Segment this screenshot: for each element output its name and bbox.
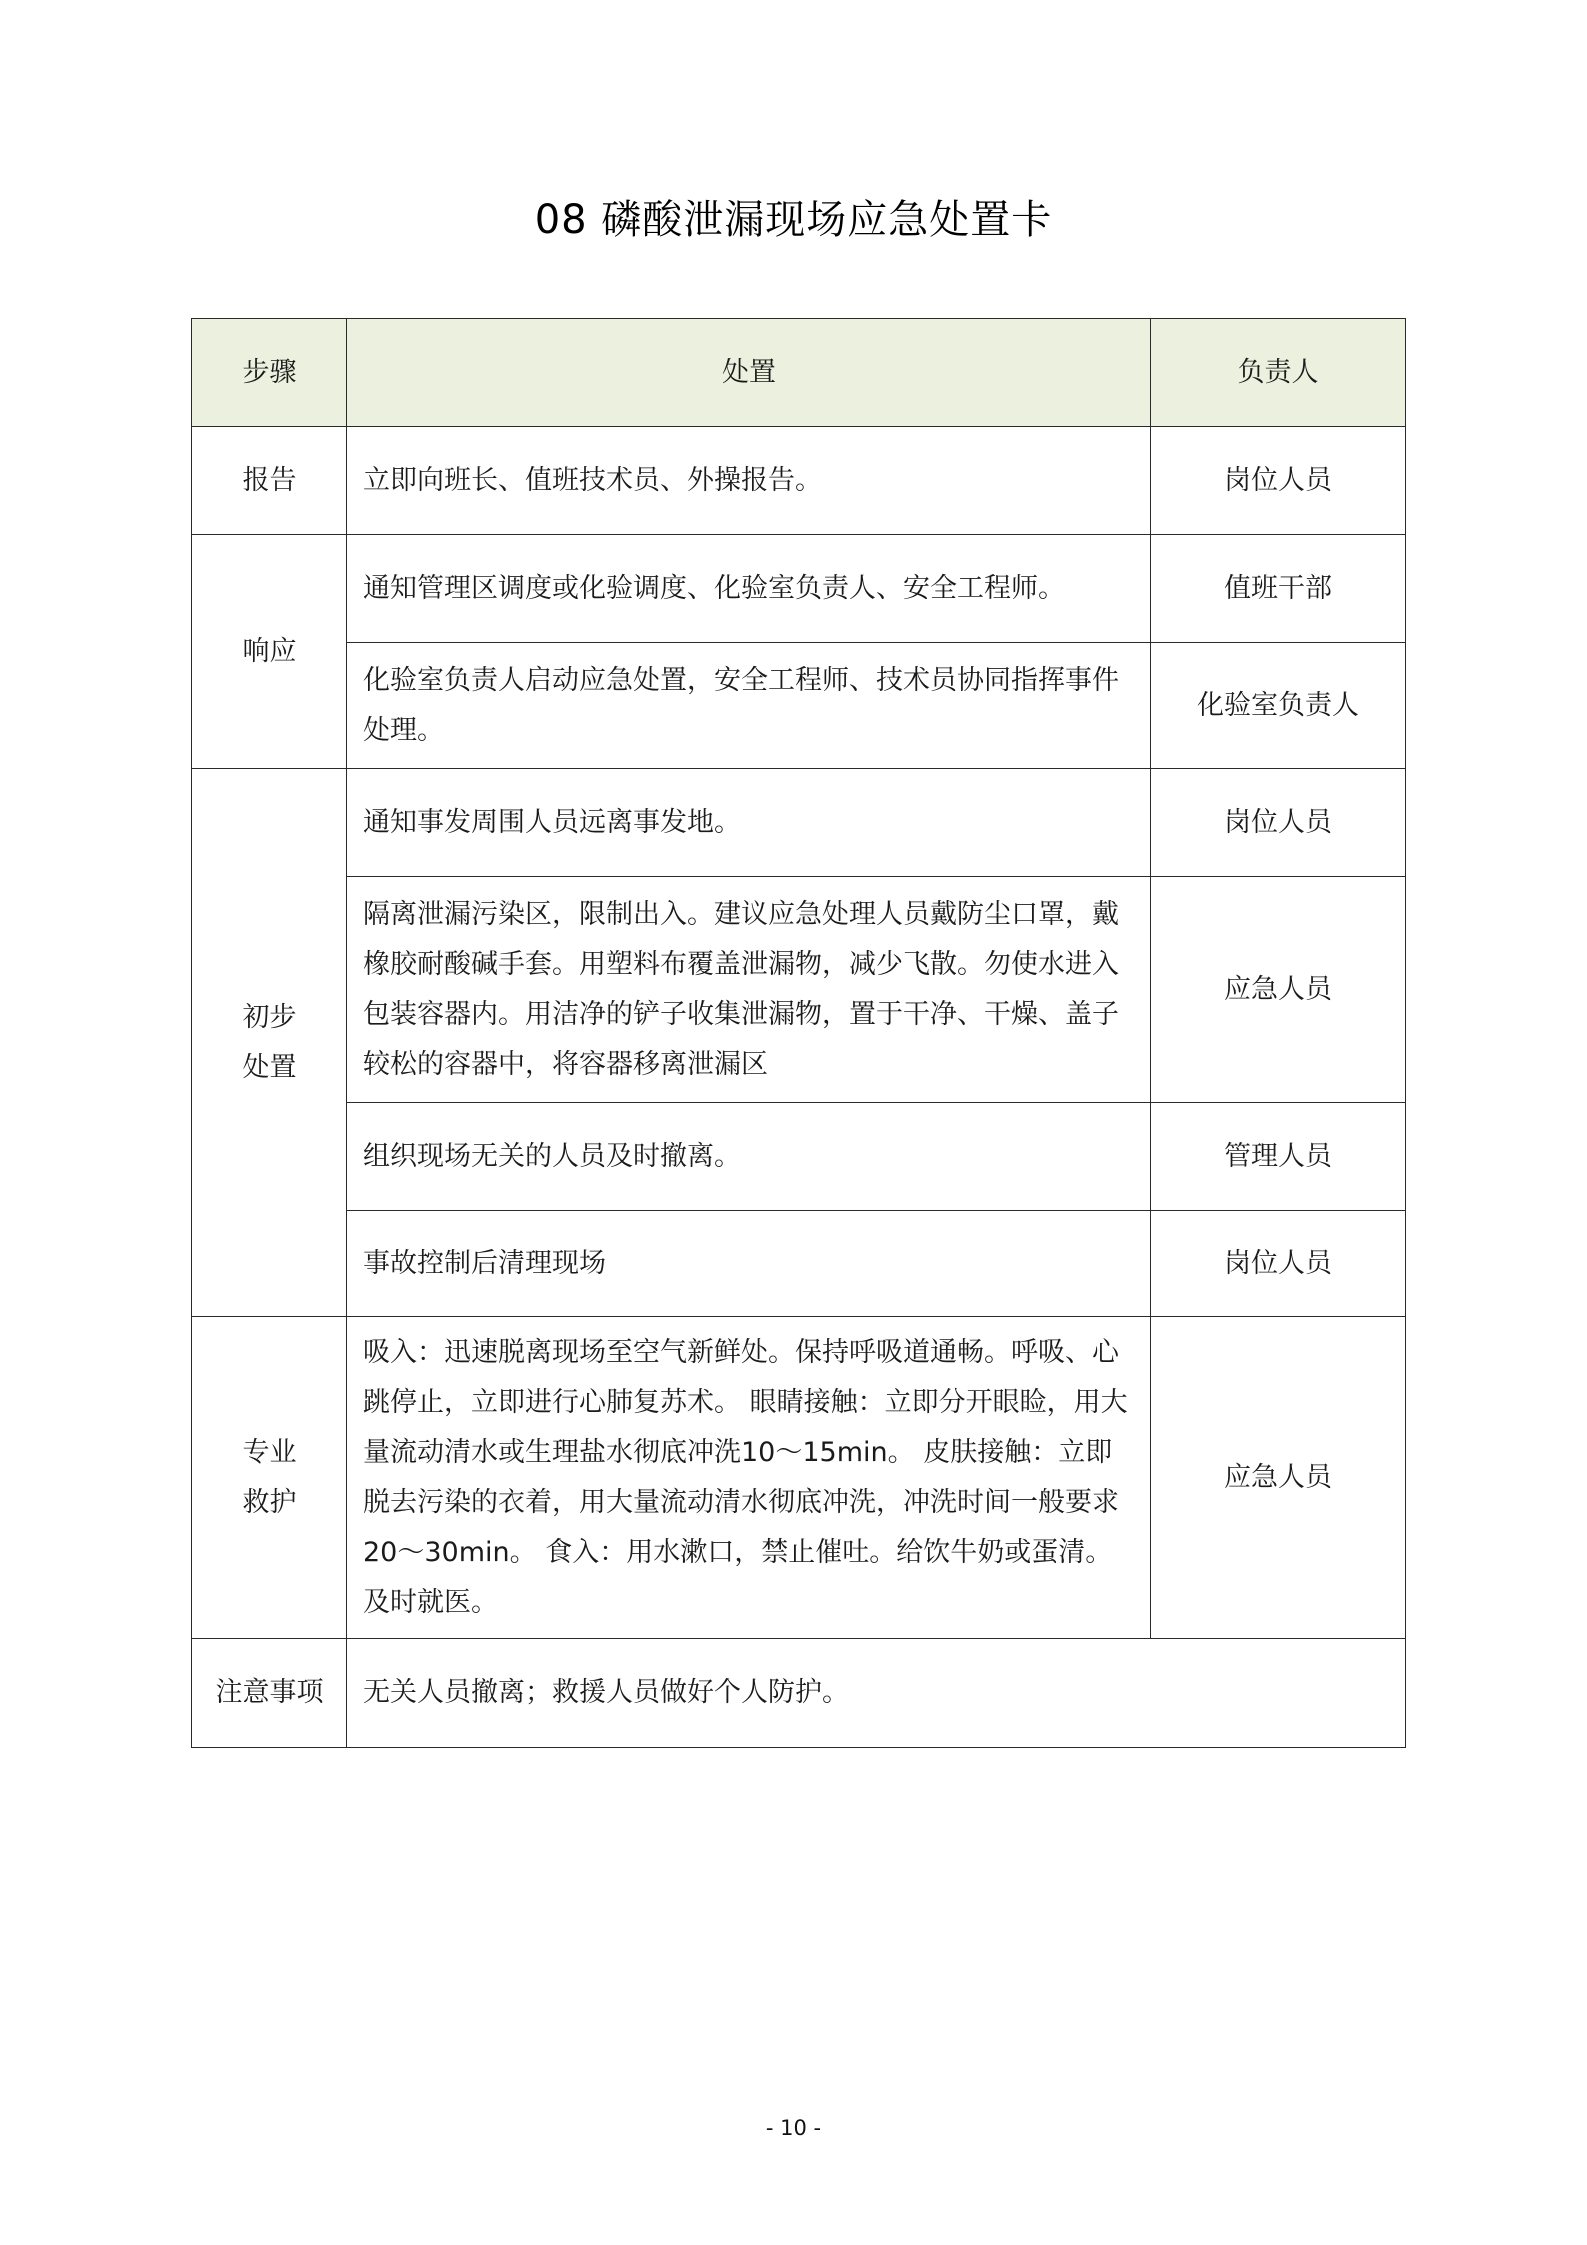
header-owner-label: 负责人	[1237, 357, 1319, 388]
owner-text: 化验室负责人	[1197, 690, 1359, 721]
owner-initial-3	[1150, 1102, 1406, 1212]
step-professional-rescue-label: 专业救护	[242, 1437, 297, 1518]
owner-report-1	[1150, 426, 1406, 536]
notes-text-cell	[346, 1638, 1406, 1748]
header-action	[346, 318, 1152, 428]
page-number: - 10 -	[765, 2116, 822, 2140]
action-text: 事故控制后清理现场	[363, 1248, 606, 1279]
action-initial-3	[346, 1102, 1152, 1212]
action-initial-1	[346, 768, 1152, 878]
header-step-label: 步骤	[242, 357, 297, 388]
step-initial-handling-label: 初步处置	[242, 1002, 297, 1083]
action-text: 吸入：迅速脱离现场至空气新鲜处。保持呼吸道通畅。呼吸、心跳停止，立即进行心肺复苏术。 眼睛接触：立即分开眼睑，用大量流动清水或生理盐水彻底冲洗10～15min。 皮肤接触：立即脱去污染的衣着，用大量流动清水彻底冲洗，冲洗时间一般要求20～30min。 食入：用水漱口，禁止催吐。给饮牛奶或蛋清。及时就医。	[363, 1337, 1128, 1618]
action-initial-4	[346, 1210, 1152, 1318]
header-action-label: 处置	[722, 357, 776, 388]
step-response	[191, 534, 348, 770]
step-professional-rescue	[191, 1316, 348, 1640]
notes-text: 无关人员撤离；救援人员做好个人防护。	[363, 1677, 849, 1708]
page-title: 08 磷酸泄漏现场应急处置卡	[534, 197, 1053, 243]
action-text: 通知管理区调度或化验调度、化验室负责人、安全工程师。	[363, 573, 1065, 604]
header-owner	[1150, 318, 1406, 428]
action-rescue-1	[346, 1316, 1152, 1640]
header-step	[191, 318, 348, 428]
notes-label: 注意事项	[215, 1677, 324, 1708]
owner-text: 岗位人员	[1224, 465, 1332, 496]
step-initial-handling	[191, 768, 348, 1318]
action-initial-2	[346, 876, 1152, 1104]
action-text: 组织现场无关的人员及时撤离。	[363, 1141, 741, 1172]
action-text: 立即向班长、值班技术员、外操报告。	[363, 465, 822, 496]
action-response-1	[346, 534, 1152, 644]
owner-initial-2	[1150, 876, 1406, 1104]
owner-response-1	[1150, 534, 1406, 644]
action-text: 隔离泄漏污染区，限制出入。建议应急处理人员戴防尘口罩，戴橡胶耐酸碱手套。用塑料布覆盖泄漏物，减少飞散。勿使水进入包装容器内。用洁净的铲子收集泄漏物，置于干净、干燥、盖子较松的容器中，将容器移离泄漏区	[363, 899, 1119, 1080]
owner-text: 岗位人员	[1224, 1248, 1332, 1279]
step-response-label: 响应	[242, 636, 297, 667]
owner-text: 应急人员	[1224, 1462, 1332, 1493]
owner-text: 应急人员	[1224, 974, 1332, 1005]
step-report-label: 报告	[242, 465, 297, 496]
action-text: 通知事发周围人员远离事发地。	[363, 807, 741, 838]
action-report-1	[346, 426, 1152, 536]
action-response-2	[346, 642, 1152, 770]
action-text: 化验室负责人启动应急处置，安全工程师、技术员协同指挥事件处理。	[363, 665, 1119, 746]
step-report	[191, 426, 348, 536]
owner-initial-4	[1150, 1210, 1406, 1318]
owner-response-2	[1150, 642, 1406, 770]
owner-text: 值班干部	[1224, 573, 1332, 604]
notes-label-cell	[191, 1638, 348, 1748]
owner-rescue-1	[1150, 1316, 1406, 1640]
owner-text: 岗位人员	[1224, 807, 1332, 838]
owner-initial-1	[1150, 768, 1406, 878]
owner-text: 管理人员	[1224, 1141, 1332, 1172]
